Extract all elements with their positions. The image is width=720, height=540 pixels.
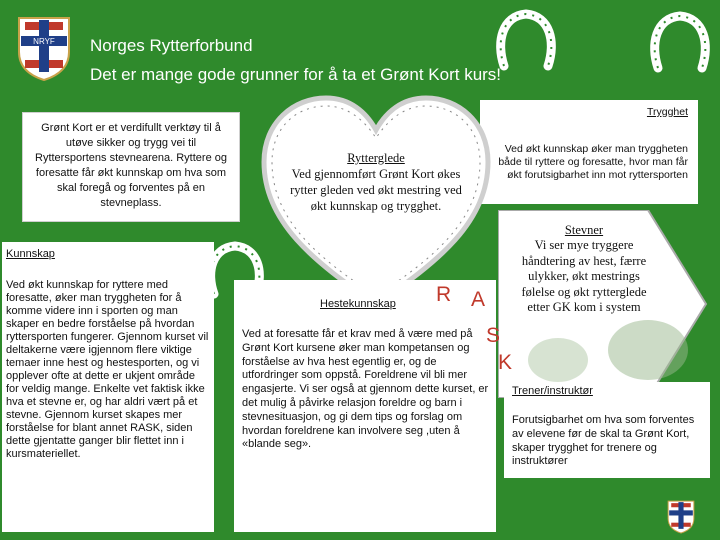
nryf-logo-small [666,498,696,534]
intro-panel [22,112,240,222]
kunnskap-text: Ved økt kunnskap for ryttere med foresatte, øker man tryggheten for å komme videre inn i sporten og man skaper en bedre forståelse på hvordan ryttersporten fungerer. Gjennom kurset vil deltakerne være igjennom flere viktige temaer inne hest og hestesporten, og vi opplever ofte at dette er ukjent område for veldig mange. Enkelte vet faktisk ikke hva et stevne er, og har aldri vært på et stevne. Gjennom kurset skapes mer forståelse for blant annet RASK, siden dette gjentatte ganger blir flettet inn i kursmateriellet. [6,279,209,460]
trygghet-panel [480,100,698,204]
nryf-logo [15,12,73,82]
rytterglede-heading: Rytterglede [347,151,405,165]
horseshoe-icon [494,6,558,76]
kunnskap-heading: Kunnskap [6,248,55,260]
rask-letter-s: S [486,324,501,347]
hestekunnskap-heading: Hestekunnskap [320,298,396,310]
trygghet-text: Ved økt kunnskap øker man tryggheten både til ryttere og foresatte, hvor man får økt forutsigbarhet inn mot ryttersporten [498,143,688,181]
org-name: Norges Rytterforbund [90,36,253,55]
intro-text: Grønt Kort er et verdifullt verktøy til å utøve sikker og trygg vei til Ryttersportens stevnearena. Ryttere og foresatte får økt kunnskap om hva som skal foregå og forventes på en stevneplass. [35,122,227,209]
horseshoe-icon [648,8,712,78]
svg-text:NRYF: NRYF [33,37,55,46]
rask-letter-r: R [436,283,452,306]
rytterglede-block [288,150,464,214]
stevner-block [512,223,656,315]
trener-text: Forutsigbarhet om hva som forventes av elevene før de skal ta Grønt Kort, skaper trygghet for trenere og instruktører [512,414,695,468]
trener-heading: Trener/instruktør [512,385,593,397]
kunnskap-panel [2,242,214,532]
rytterglede-text: Ved gjennomført Grønt Kort økes rytter gleden ved økt mestring ved økt kunnskap og trygghet. [290,167,462,213]
stevner-heading: Stevner [564,223,604,237]
page-subtitle: Det er mange gode grunner for å ta et Grønt Kort kurs! [90,65,502,84]
rask-letter-a: A [471,288,486,311]
trygghet-heading: Trygghet [646,106,688,118]
stevner-text: Vi ser mye tryggere håndtering av hest, færre ulykker, økt mestrings følelse og økt ryttergledе etter GK kom i system [521,238,647,315]
rask-letter-k: K [498,351,513,374]
hestekunnskap-text: Ved at foresatte får et krav med å være med på Grønt Kort kursene øker man kompetansen og forståelse av hva hest egentlig er, og de utfordringer som oppstå. Foreldrene vil bli mer engasjerte. Vi ser også at gjennom dette kurset, er det mulig å påvirke relasjon foreldre og barn i stevnesituasjon, og gi dem tips og forslag om hvordan foreldrene kan involvere seg ,uten å «blande seg». [242,328,489,451]
